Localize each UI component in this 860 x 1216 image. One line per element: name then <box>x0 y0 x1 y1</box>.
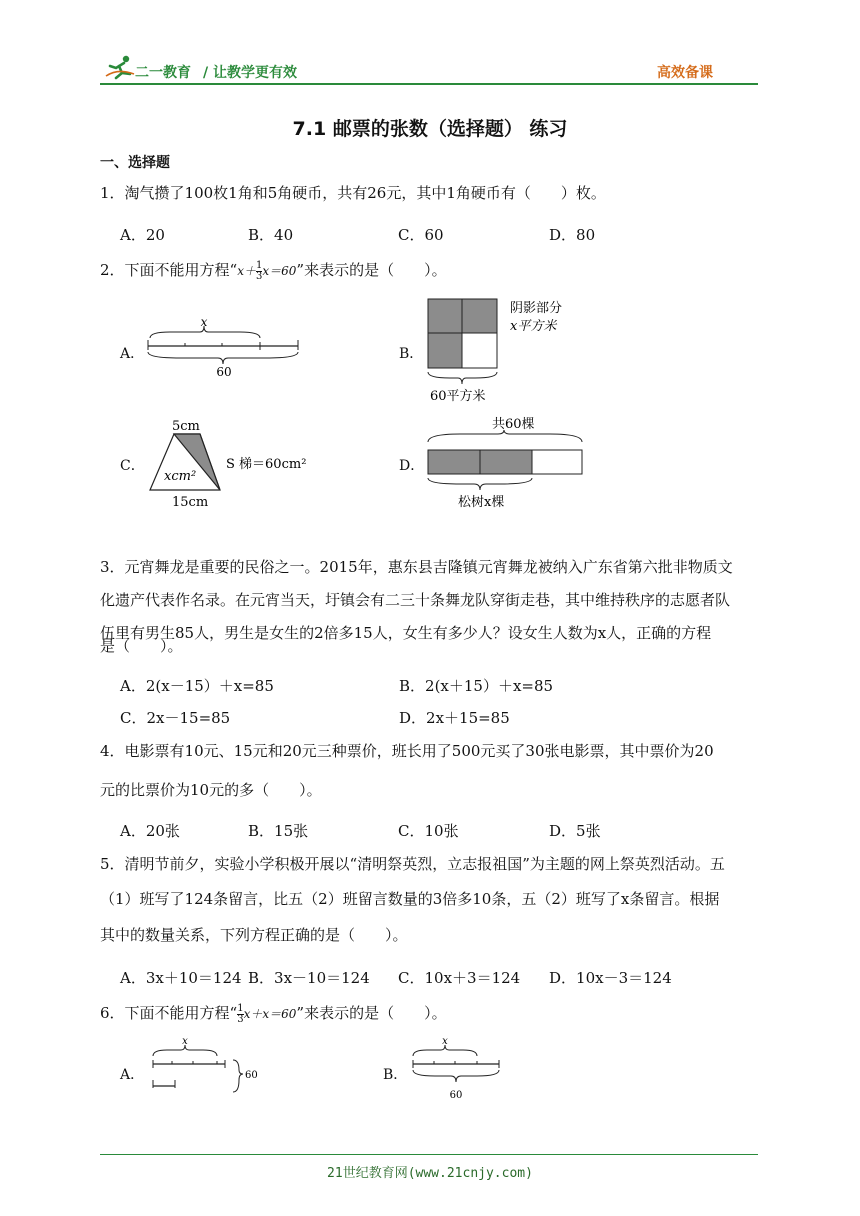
footer-divider <box>100 1154 758 1155</box>
q6-label-b: B． <box>383 1067 408 1083</box>
question-3-line-2: 化遗产代表作名录。在元宵当天，圩镇会有二三十条舞龙队穿街走巷，其中维持秩序的志愿者队 <box>100 591 731 609</box>
page-title: 7.1 邮票的张数（选择题） 练习 <box>292 118 568 140</box>
q2-label-c: C． <box>120 458 145 474</box>
q2-c-trapezoid-diagram <box>140 414 340 510</box>
q2-b-note-2: x平方米 <box>510 319 557 334</box>
q2-d-top-label: 共60棵 <box>492 417 535 432</box>
q4-option-d: D．5张 <box>549 822 601 840</box>
q2-label-b: B． <box>399 346 424 362</box>
q2-c-inner-label: xcm² <box>164 469 197 484</box>
q1-option-a: A．20 <box>120 226 165 244</box>
q1-option-c: C．60 <box>398 226 444 244</box>
q4-option-c: C．10张 <box>398 822 459 840</box>
q6-b-segment-diagram <box>405 1036 515 1106</box>
q2-c-right-label: S 梯＝60cm² <box>226 457 307 472</box>
q6-a-segment-diagram <box>145 1036 265 1100</box>
q2-d-bottom-label: 松树x棵 <box>458 495 505 510</box>
question-3-line-4: 是（ ）。 <box>100 637 183 655</box>
q3-option-d: D．2x＋15=85 <box>399 709 510 727</box>
q2-b-square-diagram <box>420 296 590 406</box>
header-divider <box>100 83 758 85</box>
q3-option-a: A．2(x－15）＋x=85 <box>120 677 274 695</box>
header-tag: 高效备课 <box>657 65 713 81</box>
question-3-line-3: 伍里有男生85人，男生是女生的2倍多15人，女生有多少人？设女生人数为x人，正确的方程 <box>100 624 712 642</box>
question-1-stem: 1．淘气攒了100枚1角和5角硬币，共有26元，其中1角硬币有（ ）枚。 <box>100 184 606 202</box>
question-3-line-1: 3．元宵舞龙是重要的民俗之一。2015年，惠东县吉隆镇元宵舞龙被纳入广东省第六批非物质文 <box>100 558 733 576</box>
q2-a-bottom-label: 60 <box>216 365 232 379</box>
question-5-line-3: 其中的数量关系，下列方程正确的是（ ）。 <box>100 926 408 944</box>
q2-a-top-label: x <box>200 316 208 329</box>
q2-c-top-label: 5cm <box>172 419 200 434</box>
q6-b-top-label: x <box>442 1036 448 1047</box>
q3-option-c: C．2x－15=85 <box>120 709 231 727</box>
q4-option-b: B．15张 <box>248 822 309 840</box>
q2-label-a: A． <box>120 346 145 362</box>
q3-option-b: B．2(x＋15）＋x=85 <box>399 677 554 695</box>
q5-option-b: B．3x－10＝124 <box>248 969 370 987</box>
q5-option-d: D．10x－3＝124 <box>549 969 672 987</box>
q2-label-d: D． <box>399 458 425 474</box>
logo-icon <box>104 54 136 80</box>
question-4-line-2: 元的比票价为10元的多（ ）。 <box>100 781 322 799</box>
q1-option-d: D．80 <box>549 226 596 244</box>
q6-a-right-label: 60 <box>245 1070 258 1081</box>
q6-b-bottom-label: 60 <box>449 1090 463 1101</box>
q2-d-bar-diagram <box>420 412 600 512</box>
footer-text[interactable]: 21世纪教育网(www.21cnjy.com) <box>327 1166 533 1181</box>
q6-a-top-label: x <box>182 1036 188 1047</box>
question-2-stem: 2．下面不能用方程“x＋ $\frac{1}{3}$ x＝60”来表示的是（ ）。 <box>100 260 447 282</box>
q4-option-a: A．20张 <box>120 822 180 840</box>
q2-c-bottom-label: 15cm <box>172 495 209 510</box>
q1-option-b: B．40 <box>248 226 294 244</box>
question-4-line-1: 4．电影票有10元、15元和20元三种票价，班长用了500元买了30张电影票，其中票价为20 <box>100 742 714 760</box>
q5-option-a: A．3x＋10＝124 <box>120 969 242 987</box>
q6-label-a: A． <box>120 1067 145 1083</box>
brand-slogan: / 让教学更有效 <box>203 65 297 81</box>
question-6-stem: 6．下面不能用方程“ $\frac{1}{3}$ x＋x＝60”来表示的是（ ）。 <box>100 1003 447 1025</box>
section-heading: 一、选择题 <box>100 155 170 171</box>
brand-name: 二一教育 <box>135 65 191 81</box>
question-5-line-2: （1）班写了124条留言，比五（2）班留言数量的3倍多10条，五（2）班写了x条留言。根据 <box>100 890 720 908</box>
q2-a-segment-diagram <box>140 316 310 380</box>
q2-b-note-1: 阴影部分 <box>510 301 563 316</box>
q2-b-bottom-label: 60平方米 <box>430 389 486 404</box>
q5-option-c: C．10x＋3＝124 <box>398 969 521 987</box>
question-5-line-1: 5．清明节前夕，实验小学积极开展以“清明祭英烈，立志报祖国”为主题的网上祭英烈活动。五 <box>100 855 725 873</box>
equation-q6: $\frac{1}{3}$ x＋x＝60 <box>237 1003 297 1025</box>
equation-q2: x＋ $\frac{1}{3}$ x＝60 <box>237 260 297 282</box>
